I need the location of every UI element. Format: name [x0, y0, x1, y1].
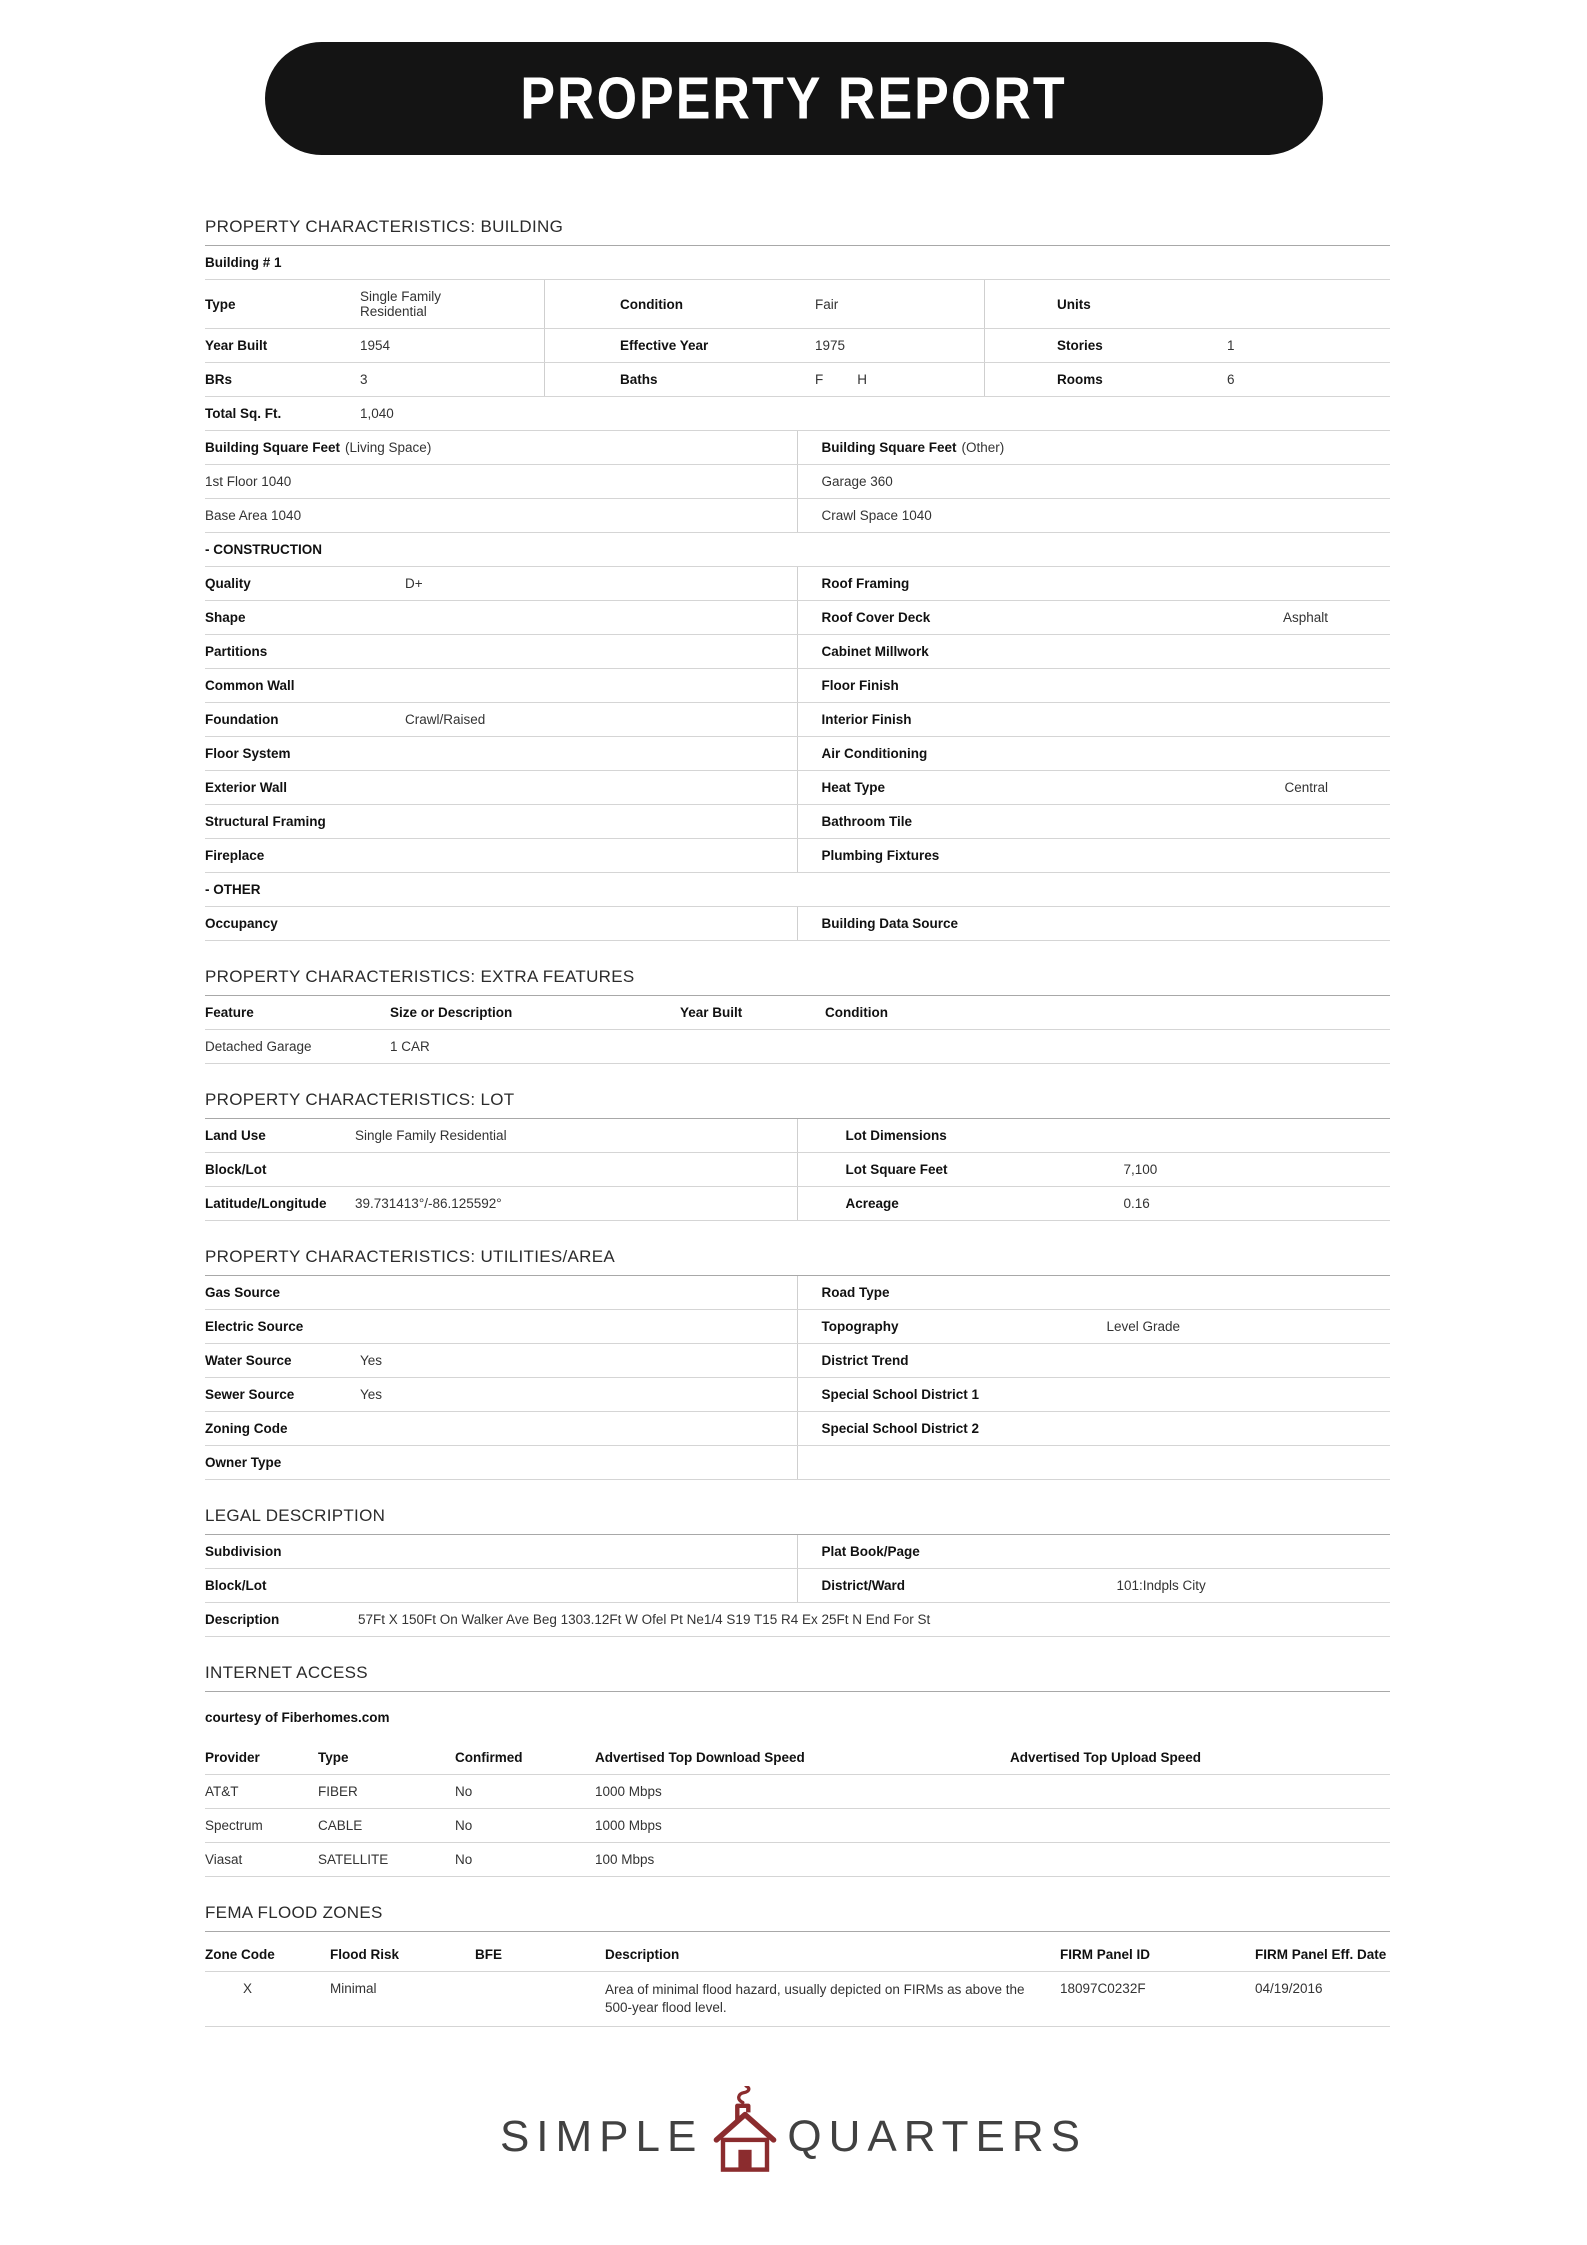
- field-label: BRs: [205, 372, 233, 387]
- construction-right-cell: [798, 771, 1391, 804]
- column-header: FIRM Panel Eff. Date: [1255, 1947, 1387, 1962]
- utilities-row: [205, 1412, 1390, 1446]
- field-label: Partitions: [205, 644, 268, 659]
- field-label: Block/Lot: [205, 1162, 267, 1177]
- legal-rows: [205, 1535, 1390, 1603]
- field-value: 6: [1227, 372, 1235, 387]
- column-header: FIRM Panel ID: [1060, 1947, 1151, 1962]
- field-label: Heat Type: [821, 780, 886, 795]
- cell-provider: Spectrum: [205, 1818, 263, 1833]
- utilities-right-cell: [798, 1344, 1391, 1377]
- utilities-rows: [205, 1276, 1390, 1480]
- total-sqft-cell: [205, 397, 394, 430]
- construction-heading: - CONSTRUCTION: [205, 533, 1390, 567]
- field-value: Yes: [360, 1387, 383, 1402]
- section-legal: [205, 1506, 1390, 1637]
- cell-type: FIBER: [318, 1784, 358, 1799]
- field-label: Lot Dimensions: [845, 1128, 947, 1143]
- field-label: Building Data Source: [821, 916, 959, 931]
- field-label: Plat Book/Page: [821, 1544, 920, 1559]
- column-header: Condition: [825, 1005, 888, 1020]
- legal-right-cell: [798, 1569, 1391, 1602]
- internet-rows: [205, 1775, 1390, 1877]
- construction-right-cell: [798, 635, 1391, 668]
- field-value: F: [815, 372, 824, 387]
- field-label: Air Conditioning: [821, 746, 928, 761]
- field-label: Roof Cover Deck: [821, 610, 931, 625]
- cell-zone-code: X: [242, 1981, 252, 1996]
- field-label: Description: [205, 1612, 280, 1627]
- cell-confirmed: No: [455, 1818, 473, 1833]
- field-label: Quality: [205, 576, 251, 591]
- field-label: Floor System: [205, 746, 291, 761]
- field-label: Type: [205, 296, 236, 312]
- field-label: Building Square Feet: [821, 440, 957, 455]
- sqft-right-cell: [798, 499, 1391, 532]
- section-title-utilities: PROPERTY CHARACTERISTICS: UTILITIES/AREA: [205, 1247, 1390, 1276]
- column-header: Year Built: [680, 1005, 743, 1020]
- sqft-left-cell: [205, 499, 798, 532]
- lot-right-cell: [798, 1153, 1391, 1186]
- extra-features-row: [205, 1030, 1390, 1064]
- total-sqft-row: [205, 397, 1390, 431]
- sqft-row: [205, 499, 1390, 533]
- lot-row: [205, 1153, 1390, 1187]
- fema-row: [205, 1972, 1390, 2027]
- field-label: Road Type: [821, 1285, 890, 1300]
- column-header: Description: [605, 1947, 680, 1962]
- column-header: Zone Code: [205, 1947, 275, 1962]
- utilities-row: [205, 1276, 1390, 1310]
- field-label: District/Ward: [821, 1578, 906, 1593]
- construction-row: [205, 669, 1390, 703]
- section-title-building: PROPERTY CHARACTERISTICS: BUILDING: [205, 217, 1390, 246]
- construction-right-cell: [798, 703, 1391, 736]
- construction-left-cell: [205, 703, 798, 736]
- field-label: Shape: [205, 610, 246, 625]
- cell-download-speed: 100 Mbps: [595, 1852, 655, 1867]
- column-header: Type: [318, 1750, 349, 1765]
- field-value: Garage 360: [821, 474, 893, 489]
- internet-row: [205, 1843, 1390, 1877]
- building-grid-col3: [985, 329, 1390, 362]
- legal-description-cell: [205, 1603, 1390, 1636]
- fema-rows: [205, 1972, 1390, 2027]
- cell-feature: Detached Garage: [205, 1039, 312, 1054]
- construction-right-cell: [798, 669, 1391, 702]
- utilities-left-cell: [205, 1378, 798, 1411]
- field-label: Lot Square Feet: [845, 1162, 948, 1177]
- field-value: 1975: [815, 338, 846, 353]
- field-label: Stories: [1057, 338, 1103, 353]
- field-value: 101:Indpls City: [1116, 1578, 1206, 1593]
- field-value: Asphalt: [1282, 610, 1328, 625]
- legal-left-cell: [205, 1535, 798, 1568]
- cell-type: CABLE: [318, 1818, 363, 1833]
- utilities-right-cell: [798, 1310, 1391, 1343]
- field-label-note: (Living Space): [345, 440, 432, 455]
- extra-features-header-row: [205, 996, 1390, 1030]
- section-title-legal: LEGAL DESCRIPTION: [205, 1506, 1390, 1535]
- cell-provider: AT&T: [205, 1784, 239, 1799]
- other-row: [205, 907, 1390, 941]
- construction-left-cell: [205, 737, 798, 770]
- field-label: Topography: [821, 1319, 899, 1334]
- field-label: Block/Lot: [205, 1578, 267, 1593]
- internet-row: [205, 1775, 1390, 1809]
- utilities-row: [205, 1344, 1390, 1378]
- utilities-left-cell: [205, 1446, 798, 1479]
- column-header: Confirmed: [455, 1750, 523, 1765]
- report-banner: [265, 42, 1323, 155]
- construction-row: [205, 703, 1390, 737]
- field-value: Fair: [815, 296, 839, 312]
- building-grid-row: [205, 329, 1390, 363]
- field-label: Year Built: [205, 338, 268, 353]
- field-label: Building Square Feet: [205, 440, 341, 455]
- construction-right-cell: [798, 839, 1391, 872]
- construction-right-cell: [798, 567, 1391, 600]
- field-value: Yes: [360, 1353, 383, 1368]
- utilities-row: [205, 1310, 1390, 1344]
- house-icon: [709, 2086, 781, 2179]
- construction-row: [205, 567, 1390, 601]
- field-value: 1954: [360, 338, 391, 353]
- field-label: Owner Type: [205, 1455, 282, 1470]
- field-label: District Trend: [821, 1353, 909, 1368]
- utilities-left-cell: [205, 1310, 798, 1343]
- construction-left-cell: [205, 771, 798, 804]
- field-label: Baths: [620, 372, 658, 387]
- utilities-right-cell: [798, 1446, 1391, 1479]
- legal-row: [205, 1569, 1390, 1603]
- field-label: Gas Source: [205, 1285, 281, 1300]
- building-grid-col2: [545, 280, 985, 328]
- utilities-left-cell: [205, 1412, 798, 1445]
- field-value: 1st Floor 1040: [205, 474, 292, 489]
- report-title: PROPERTY REPORT: [520, 65, 1067, 132]
- field-label: Foundation: [205, 712, 279, 727]
- section-utilities: [205, 1247, 1390, 1480]
- field-label: Special School District 2: [821, 1421, 980, 1436]
- construction-right-cell: [798, 601, 1391, 634]
- construction-right-cell: [798, 805, 1391, 838]
- lot-right-cell: [798, 1187, 1391, 1220]
- field-value: Crawl Space 1040: [821, 508, 932, 523]
- internet-courtesy-note: courtesy of Fiberhomes.com: [205, 1710, 390, 1725]
- lot-left-cell: [205, 1153, 798, 1186]
- cell-provider: Viasat: [205, 1852, 243, 1867]
- extra-features-rows: [205, 1030, 1390, 1064]
- cell-firm-panel-id: 18097C0232F: [1060, 1981, 1146, 1996]
- utilities-left-cell: [205, 1276, 798, 1309]
- field-label: Electric Source: [205, 1319, 304, 1334]
- construction-row: [205, 635, 1390, 669]
- internet-row: [205, 1809, 1390, 1843]
- field-label: Rooms: [1057, 372, 1103, 387]
- construction-right-cell: [798, 737, 1391, 770]
- lot-right-cell: [798, 1119, 1391, 1152]
- field-label: Occupancy: [205, 916, 278, 931]
- sqft-right-cell: [798, 465, 1391, 498]
- cell-size: 1 CAR: [390, 1039, 430, 1054]
- other-right-cell: [798, 907, 1391, 940]
- lot-left-cell: [205, 1187, 798, 1220]
- construction-row: [205, 771, 1390, 805]
- other-left-cell: [205, 907, 798, 940]
- field-value-2: H: [857, 372, 867, 387]
- construction-left-cell: [205, 635, 798, 668]
- sqft-rows: [205, 465, 1390, 533]
- column-header: Flood Risk: [330, 1947, 400, 1962]
- section-extra-features: [205, 967, 1390, 1064]
- field-value: 1,040: [360, 406, 394, 421]
- field-value: 3: [360, 372, 368, 387]
- cell-flood-risk: Minimal: [330, 1981, 377, 1996]
- sqft-header-left: [205, 431, 798, 464]
- construction-row: [205, 839, 1390, 873]
- utilities-row: [205, 1378, 1390, 1412]
- utilities-right-cell: [798, 1378, 1391, 1411]
- cell-description: Area of minimal flood hazard, usually depicted on FIRMs as above the 500-year flood level.: [605, 1982, 1025, 2016]
- fema-header-row: [205, 1938, 1390, 1972]
- column-header: Advertised Top Download Speed: [595, 1750, 805, 1765]
- building-grid-col3: [985, 363, 1390, 396]
- legal-right-cell: [798, 1535, 1391, 1568]
- field-label: Special School District 1: [821, 1387, 980, 1402]
- construction-left-cell: [205, 669, 798, 702]
- construction-row: [205, 737, 1390, 771]
- field-label: Floor Finish: [821, 678, 899, 693]
- construction-left-cell: [205, 601, 798, 634]
- field-label: Fireplace: [205, 848, 265, 863]
- field-label: Sewer Source: [205, 1387, 295, 1402]
- construction-row: [205, 805, 1390, 839]
- field-label: Land Use: [205, 1128, 266, 1143]
- cell-confirmed: No: [455, 1784, 473, 1799]
- building-grid-col2: [545, 329, 985, 362]
- building-grid-col1: [205, 363, 545, 396]
- field-value: 57Ft X 150Ft On Walker Ave Beg 1303.12Ft W Ofel Pt Ne1/4 S19 T15 R4 Ex 25Ft N End For St: [358, 1612, 931, 1627]
- column-header: Feature: [205, 1005, 254, 1020]
- section-internet: [205, 1663, 1390, 1877]
- legal-left-cell: [205, 1569, 798, 1602]
- lot-rows: [205, 1119, 1390, 1221]
- field-value: 39.731413°/-86.125592°: [355, 1196, 502, 1211]
- field-value: 0.16: [1123, 1196, 1150, 1211]
- construction-left-cell: [205, 805, 798, 838]
- section-title-internet: INTERNET ACCESS: [205, 1663, 1390, 1692]
- section-fema: [205, 1903, 1390, 2027]
- building-grid-col1: [205, 280, 545, 328]
- column-header: Advertised Top Upload Speed: [1010, 1750, 1202, 1765]
- building-grid-col1: [205, 329, 545, 362]
- section-building: [205, 217, 1390, 941]
- sqft-header-right: [798, 431, 1391, 464]
- field-value: Level Grade: [1106, 1319, 1181, 1334]
- building-grid: [205, 280, 1390, 397]
- utilities-right-cell: [798, 1276, 1391, 1309]
- field-value: 7,100: [1123, 1162, 1158, 1177]
- column-header: BFE: [475, 1947, 502, 1962]
- utilities-right-cell: [798, 1412, 1391, 1445]
- field-label-note: (Other): [961, 440, 1005, 455]
- field-value: Central: [1284, 780, 1328, 795]
- other-heading: - OTHER: [205, 873, 1390, 907]
- field-value: Crawl/Raised: [405, 712, 486, 727]
- building-grid-col2: [545, 363, 985, 396]
- field-value: D+: [405, 576, 423, 591]
- field-label: Latitude/Longitude: [205, 1196, 327, 1211]
- cell-confirmed: No: [455, 1852, 473, 1867]
- report-content: [205, 217, 1390, 2027]
- cell-download-speed: 1000 Mbps: [595, 1818, 662, 1833]
- field-label: Plumbing Fixtures: [821, 848, 940, 863]
- field-label: Units: [1057, 296, 1091, 312]
- field-label: Water Source: [205, 1353, 292, 1368]
- section-title-fema: FEMA FLOOD ZONES: [205, 1903, 1390, 1932]
- construction-left-cell: [205, 839, 798, 872]
- lot-left-cell: [205, 1119, 798, 1152]
- section-title-lot: PROPERTY CHARACTERISTICS: LOT: [205, 1090, 1390, 1119]
- cell-download-speed: 1000 Mbps: [595, 1784, 662, 1799]
- building-grid-col3: [985, 280, 1390, 328]
- field-label: Total Sq. Ft.: [205, 406, 282, 421]
- legal-description-row: [205, 1603, 1390, 1637]
- field-value: Base Area 1040: [205, 508, 302, 523]
- section-lot: [205, 1090, 1390, 1221]
- sqft-row: [205, 465, 1390, 499]
- sqft-header-row: [205, 431, 1390, 465]
- sqft-left-cell: [205, 465, 798, 498]
- lot-row: [205, 1119, 1390, 1153]
- brand-word-simple: SIMPLE: [499, 2111, 704, 2161]
- field-label: Acreage: [845, 1196, 899, 1211]
- field-label: Cabinet Millwork: [821, 644, 929, 659]
- field-label: Effective Year: [620, 338, 709, 353]
- field-label: Structural Framing: [205, 814, 326, 829]
- field-label: Roof Framing: [821, 576, 910, 591]
- field-value: Single Family Residential: [360, 289, 442, 319]
- legal-row: [205, 1535, 1390, 1569]
- brand-footer: [0, 2090, 1587, 2183]
- field-label: Zoning Code: [205, 1421, 288, 1436]
- field-label: Exterior Wall: [205, 780, 288, 795]
- construction-left-cell: [205, 567, 798, 600]
- field-value: 1: [1227, 338, 1235, 353]
- column-header: Provider: [205, 1750, 260, 1765]
- field-label: Bathroom Tile: [821, 814, 913, 829]
- utilities-left-cell: [205, 1344, 798, 1377]
- brand-word-quarters: QUARTERS: [787, 2111, 1088, 2161]
- construction-rows: [205, 567, 1390, 873]
- cell-bfe: [475, 1981, 605, 2017]
- lot-row: [205, 1187, 1390, 1221]
- field-value: Single Family Residential: [355, 1128, 507, 1143]
- utilities-row: [205, 1446, 1390, 1480]
- field-label: Condition: [620, 296, 683, 312]
- field-label: Interior Finish: [821, 712, 912, 727]
- cell-firm-panel-date: 04/19/2016: [1255, 1981, 1323, 1996]
- internet-header-row: [205, 1741, 1390, 1775]
- building-grid-row: [205, 280, 1390, 329]
- section-title-extra-features: PROPERTY CHARACTERISTICS: EXTRA FEATURES: [205, 967, 1390, 996]
- cell-type: SATELLITE: [318, 1852, 389, 1867]
- building-grid-row: [205, 363, 1390, 397]
- field-label: Subdivision: [205, 1544, 282, 1559]
- column-header: Size or Description: [390, 1005, 513, 1020]
- building-subtitle: Building # 1: [205, 246, 1390, 280]
- construction-row: [205, 601, 1390, 635]
- field-label: Common Wall: [205, 678, 295, 693]
